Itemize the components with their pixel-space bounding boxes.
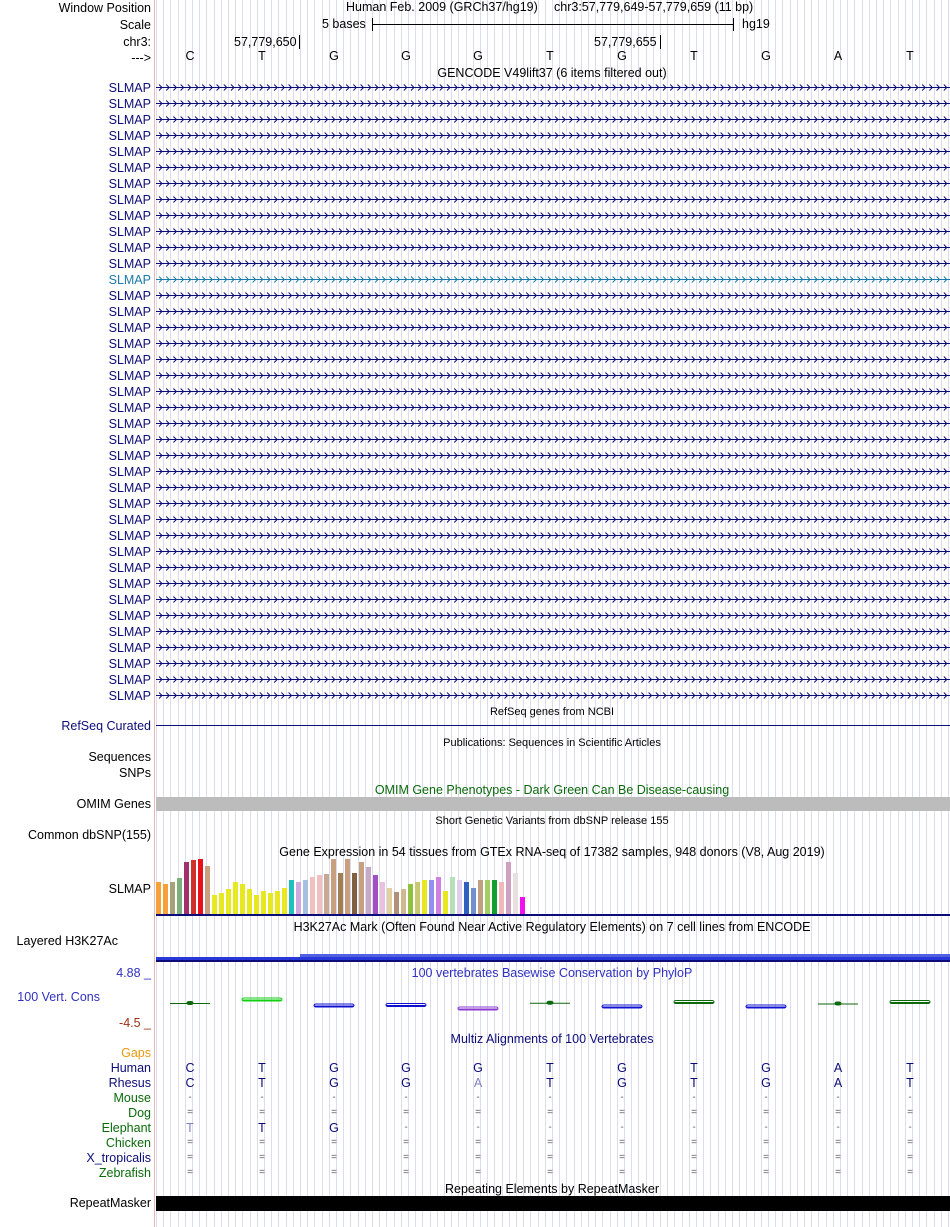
alignment-base: =: [619, 1137, 625, 1148]
alignment-base: G: [329, 1121, 339, 1135]
gene-label-slmap[interactable]: SLMAP: [108, 145, 151, 159]
gtex-tissue-bar[interactable]: [212, 895, 217, 914]
alignment-base: -: [836, 1092, 840, 1103]
alignment-base: A: [473, 1076, 483, 1090]
alignment-base: =: [835, 1107, 841, 1118]
gtex-tissue-bar[interactable]: [163, 884, 168, 914]
phylop-score[interactable]: [242, 998, 282, 1001]
refseq-track-label[interactable]: RefSeq Curated: [61, 719, 151, 733]
gene-label-slmap[interactable]: SLMAP: [108, 337, 151, 351]
gene-label-slmap[interactable]: SLMAP: [108, 257, 151, 271]
gtex-tissue-bar[interactable]: [485, 880, 490, 914]
alignment-base: T: [690, 1076, 698, 1090]
track-display-area[interactable]: [156, 0, 950, 1227]
gtex-tissue-bar[interactable]: [345, 859, 350, 914]
gtex-tissue-bar[interactable]: [226, 889, 231, 914]
alignment-base: =: [259, 1167, 265, 1178]
gtex-tissue-bar[interactable]: [170, 882, 175, 914]
alignment-base: G: [401, 1076, 411, 1090]
gene-label-slmap[interactable]: SLMAP: [108, 385, 151, 399]
phylop-track-label[interactable]: 100 Vert. Cons: [17, 990, 100, 1004]
gtex-tissue-bar[interactable]: [240, 884, 245, 914]
alignment-base: G: [761, 1076, 771, 1090]
gene-label-slmap[interactable]: SLMAP: [108, 625, 151, 639]
alignment-base: =: [187, 1152, 193, 1163]
alignment-base: =: [403, 1167, 409, 1178]
gtex-tissue-bar[interactable]: [233, 882, 238, 914]
gene-label-slmap[interactable]: SLMAP: [108, 433, 151, 447]
gtex-tissue-bar[interactable]: [359, 862, 364, 914]
gene-label-slmap[interactable]: SLMAP: [108, 417, 151, 431]
alignment-base: =: [331, 1167, 337, 1178]
gene-label-slmap[interactable]: SLMAP: [108, 193, 151, 207]
gene-label-slmap[interactable]: SLMAP: [108, 657, 151, 671]
gtex-tissue-bar[interactable]: [198, 859, 203, 914]
omim-track-title: OMIM Gene Phenotypes - Dark Green Can Be Disease-causing: [374, 783, 730, 797]
gtex-tissue-bar[interactable]: [247, 889, 252, 914]
gencode-transcripts[interactable]: [156, 80, 950, 704]
coord-tick-2: [660, 35, 661, 49]
alignment-base: G: [617, 1076, 627, 1090]
phylop-score[interactable]: [386, 1004, 426, 1007]
phylop-score[interactable]: [314, 1004, 354, 1007]
alignment-base: G: [401, 1061, 411, 1075]
gtex-tissue-bar[interactable]: [338, 873, 343, 914]
gtex-tissue-bar[interactable]: [443, 891, 448, 914]
sequence-base: G: [617, 49, 627, 63]
alignment-base: -: [476, 1122, 480, 1133]
gene-label-slmap[interactable]: SLMAP: [108, 161, 151, 175]
phylop-track-title: 100 vertebrates Basewise Conservation by PhyloP: [411, 966, 693, 980]
gtex-tissue-bar[interactable]: [471, 888, 476, 914]
gtex-tissue-bar[interactable]: [296, 882, 301, 914]
alignment-base: T: [906, 1061, 914, 1075]
alignment-base: =: [619, 1107, 625, 1118]
h3k27ac-track-label[interactable]: Layered H3K27Ac: [16, 934, 118, 948]
alignment-base: =: [547, 1107, 553, 1118]
sequence-base: T: [546, 49, 554, 63]
gene-label-slmap[interactable]: SLMAP: [108, 561, 151, 575]
phylop-score[interactable]: [746, 1005, 786, 1008]
alignment-base: -: [764, 1122, 768, 1133]
alignment-base: =: [187, 1137, 193, 1148]
coord-label-2: 57,779,655: [594, 35, 657, 49]
alignment-base: A: [833, 1061, 843, 1075]
alignment-base: =: [691, 1107, 697, 1118]
alignment-base: -: [908, 1092, 912, 1103]
gene-label-slmap[interactable]: SLMAP: [108, 545, 151, 559]
alignment-base: -: [836, 1122, 840, 1133]
assembly-title: Human Feb. 2009 (GRCh37/hg19): [346, 0, 538, 14]
gene-label-slmap[interactable]: SLMAP: [108, 529, 151, 543]
alignment-base: =: [907, 1137, 913, 1148]
alignment-base: =: [259, 1137, 265, 1148]
gene-label-slmap[interactable]: SLMAP: [108, 401, 151, 415]
alignment-base: T: [258, 1121, 266, 1135]
sequence-base: C: [185, 49, 195, 63]
alignment-base: =: [547, 1167, 553, 1178]
alignment-base: G: [473, 1061, 483, 1075]
label-divider: [154, 0, 155, 1227]
sequence-base: G: [761, 49, 771, 63]
alignment-base: G: [761, 1061, 771, 1075]
coord-tick-1: [299, 35, 300, 49]
gene-label-slmap[interactable]: SLMAP: [108, 513, 151, 527]
sequence-base: G: [473, 49, 483, 63]
alignment-base: =: [403, 1152, 409, 1163]
gene-label-slmap[interactable]: SLMAP: [108, 209, 151, 223]
scale-bar: [372, 24, 733, 25]
gene-label-slmap[interactable]: SLMAP: [108, 241, 151, 255]
alignment-base: T: [690, 1061, 698, 1075]
gtex-tissue-bar[interactable]: [415, 882, 420, 914]
dbsnp-track-label[interactable]: Common dbSNP(155): [28, 828, 151, 842]
gtex-tissue-bar[interactable]: [422, 880, 427, 914]
gene-label-slmap[interactable]: SLMAP: [108, 305, 151, 319]
gene-label-slmap[interactable]: SLMAP: [108, 449, 151, 463]
phylop-score[interactable]: [890, 1001, 930, 1004]
gtex-tissue-bar[interactable]: [401, 889, 406, 914]
gtex-tissue-bar[interactable]: [436, 877, 441, 914]
gene-label-slmap[interactable]: SLMAP: [108, 273, 151, 287]
gtex-tissue-bar[interactable]: [380, 882, 385, 914]
coord-label-1: 57,779,650: [234, 35, 297, 49]
gene-label-slmap[interactable]: SLMAP: [108, 177, 151, 191]
gene-label-slmap[interactable]: SLMAP: [108, 369, 151, 383]
strand-label: --->: [131, 51, 151, 65]
alignment-base: =: [835, 1167, 841, 1178]
sequence-base: A: [833, 49, 843, 63]
gene-label-slmap[interactable]: SLMAP: [108, 673, 151, 687]
multiz-track-title: Multiz Alignments of 100 Vertebrates: [450, 1032, 654, 1046]
gene-label-slmap[interactable]: SLMAP: [108, 353, 151, 367]
alignment-base: =: [259, 1152, 265, 1163]
species-label[interactable]: Elephant: [101, 1121, 151, 1135]
alignment-base: =: [475, 1167, 481, 1178]
alignment-base: T: [186, 1121, 194, 1135]
alignment-base: T: [546, 1076, 554, 1090]
gtex-tissue-bar[interactable]: [324, 874, 329, 914]
gtex-tissue-bar[interactable]: [499, 882, 504, 914]
pubs-snps-label[interactable]: SNPs: [119, 766, 151, 780]
alignment-base: =: [619, 1152, 625, 1163]
refseq-track-title: RefSeq genes from NCBI: [489, 706, 615, 718]
alignment-base: -: [620, 1092, 624, 1103]
gtex-tissue-bar[interactable]: [429, 880, 434, 914]
alignment-base: =: [691, 1152, 697, 1163]
gtex-tissue-bar[interactable]: [331, 859, 336, 914]
h3k27ac-baseline: [156, 960, 950, 962]
gene-label-slmap[interactable]: SLMAP: [108, 225, 151, 239]
species-label[interactable]: Chicken: [105, 1136, 151, 1150]
gene-label-slmap[interactable]: SLMAP: [108, 465, 151, 479]
alignment-base: -: [476, 1092, 480, 1103]
sequence-base: G: [401, 49, 411, 63]
alignment-base: T: [258, 1076, 266, 1090]
scale-tick-right: [733, 18, 734, 31]
gtex-tissue-bar[interactable]: [352, 873, 357, 914]
alignment-base: G: [329, 1061, 339, 1075]
sequence-base: T: [258, 49, 266, 63]
phylop-scores[interactable]: [156, 982, 950, 1026]
sequence-base: G: [329, 49, 339, 63]
scale-label: Scale: [119, 18, 151, 32]
alignment-base: G: [617, 1061, 627, 1075]
gtex-tissue-bar[interactable]: [513, 873, 518, 914]
alignment-base: =: [331, 1152, 337, 1163]
phylop-score[interactable]: [458, 1007, 498, 1010]
alignment-base: =: [763, 1167, 769, 1178]
gtex-tissue-bar[interactable]: [268, 893, 273, 914]
alignment-base: G: [329, 1076, 339, 1090]
pubs-track-title: Publications: Sequences in Scientific Articles: [443, 737, 661, 749]
alignment-base: -: [692, 1092, 696, 1103]
sequence-base: T: [690, 49, 698, 63]
alignment-base: =: [547, 1137, 553, 1148]
phylop-score[interactable]: [674, 1001, 714, 1004]
gtex-tissue-bar[interactable]: [387, 888, 392, 914]
gtex-tissue-bar[interactable]: [373, 875, 378, 914]
alignment-base: =: [907, 1167, 913, 1178]
alignment-base: =: [259, 1107, 265, 1118]
gene-label-slmap[interactable]: SLMAP: [108, 593, 151, 607]
phylop-score[interactable]: [602, 1005, 642, 1008]
species-label[interactable]: Human: [110, 1061, 151, 1075]
alignment-base: =: [403, 1137, 409, 1148]
gencode-track-title: GENCODE V49lift37 (6 items filtered out): [437, 66, 667, 80]
alignment-base: -: [404, 1092, 408, 1103]
gtex-expression-bars[interactable]: [156, 859, 950, 914]
species-label[interactable]: Rhesus: [108, 1076, 151, 1090]
alignment-base: =: [763, 1152, 769, 1163]
gtex-tissue-bar[interactable]: [457, 880, 462, 914]
gene-label-slmap[interactable]: SLMAP: [108, 129, 151, 143]
alignment-base: -: [692, 1122, 696, 1133]
alignment-base: T: [906, 1076, 914, 1090]
gaps-label: Gaps: [121, 1046, 151, 1060]
gtex-tissue-bar[interactable]: [450, 877, 455, 914]
alignment-base: -: [764, 1092, 768, 1103]
alignment-base: =: [187, 1107, 193, 1118]
alignment-base: =: [907, 1152, 913, 1163]
gtex-tissue-bar[interactable]: [205, 866, 210, 914]
gtex-tissue-bar[interactable]: [310, 877, 315, 914]
alignment-base: =: [331, 1137, 337, 1148]
refseq-intron-line[interactable]: [156, 725, 950, 726]
h3k27ac-track-title: H3K27Ac Mark (Often Found Near Active Regulatory Elements) on 7 cell lines from ENCODE: [293, 920, 811, 934]
alignment-base: =: [835, 1152, 841, 1163]
species-label[interactable]: Mouse: [113, 1091, 151, 1105]
gene-label-slmap[interactable]: SLMAP: [108, 97, 151, 111]
chrom-label: chr3:: [123, 35, 151, 49]
alignment-base: =: [475, 1152, 481, 1163]
phylop-max-label: 4.88 _: [116, 966, 151, 980]
gtex-tissue-bar[interactable]: [464, 882, 469, 914]
alignment-base: =: [835, 1137, 841, 1148]
gene-label-slmap[interactable]: SLMAP: [108, 497, 151, 511]
gtex-track-title: Gene Expression in 54 tissues from GTEx RNA-seq of 17382 samples, 948 donors (V8, Aug 2019): [279, 845, 825, 859]
alignment-base: -: [908, 1122, 912, 1133]
repeatmasker-element[interactable]: [156, 1196, 950, 1211]
pubs-sequences-label[interactable]: Sequences: [88, 750, 151, 764]
sequence-base: T: [906, 49, 914, 63]
h3k27ac-signal-upper: [300, 954, 950, 957]
gtex-tissue-bar[interactable]: [303, 880, 308, 914]
gtex-tissue-bar[interactable]: [177, 878, 182, 914]
gtex-tissue-bar[interactable]: [219, 893, 224, 914]
position-title: chr3:57,779,649-57,779,659 (11 bp): [554, 0, 754, 14]
species-label[interactable]: Dog: [128, 1106, 151, 1120]
alignment-base: -: [548, 1092, 552, 1103]
gtex-tissue-bar[interactable]: [191, 860, 196, 914]
gtex-tissue-bar[interactable]: [506, 862, 511, 914]
species-label[interactable]: Zebrafish: [98, 1166, 151, 1180]
gene-label-slmap[interactable]: SLMAP: [108, 321, 151, 335]
gtex-tissue-bar[interactable]: [156, 882, 161, 914]
alignment-base: -: [404, 1122, 408, 1133]
alignment-base: =: [763, 1137, 769, 1148]
alignment-base: =: [907, 1107, 913, 1118]
gene-label-slmap[interactable]: SLMAP: [108, 609, 151, 623]
gene-label-slmap[interactable]: SLMAP: [108, 81, 151, 95]
alignment-base: =: [187, 1167, 193, 1178]
alignment-base: =: [619, 1167, 625, 1178]
alignment-base: =: [475, 1137, 481, 1148]
repeatmasker-track-title: Repeating Elements by RepeatMasker: [444, 1182, 660, 1196]
gene-label-slmap[interactable]: SLMAP: [108, 689, 151, 703]
gtex-tissue-bar[interactable]: [366, 867, 371, 914]
scale-db: hg19: [742, 17, 770, 31]
gtex-tissue-bar[interactable]: [394, 892, 399, 914]
alignment-base: -: [620, 1122, 624, 1133]
phylop-score[interactable]: [530, 1001, 570, 1004]
gtex-tissue-bar[interactable]: [184, 862, 189, 914]
phylop-score[interactable]: [170, 1002, 210, 1005]
gtex-tissue-bar[interactable]: [289, 880, 294, 914]
gtex-baseline: [156, 914, 950, 916]
gtex-tissue-bar[interactable]: [317, 875, 322, 914]
gene-label-slmap[interactable]: SLMAP: [108, 481, 151, 495]
alignment-base: T: [258, 1061, 266, 1075]
gene-label-slmap[interactable]: SLMAP: [108, 641, 151, 655]
alignment-base: -: [188, 1092, 192, 1103]
alignment-base: =: [691, 1167, 697, 1178]
gtex-tissue-bar[interactable]: [408, 884, 413, 914]
window-position-label: Window Position: [58, 1, 151, 15]
gtex-tissue-bar[interactable]: [282, 888, 287, 914]
dbsnp-track-title: Short Genetic Variants from dbSNP release 155: [435, 815, 669, 827]
alignment-base: -: [260, 1092, 264, 1103]
species-label[interactable]: X_tropicalis: [86, 1151, 151, 1165]
omim-feature[interactable]: [156, 797, 950, 811]
gene-label-slmap[interactable]: SLMAP: [108, 577, 151, 591]
gtex-tissue-bar[interactable]: [478, 880, 483, 914]
alignment-base: -: [548, 1122, 552, 1133]
gtex-track-label[interactable]: SLMAP: [108, 882, 151, 896]
alignment-base: -: [332, 1092, 336, 1103]
alignment-base: =: [763, 1107, 769, 1118]
gtex-tissue-bar[interactable]: [520, 897, 525, 914]
gtex-tissue-bar[interactable]: [261, 891, 266, 914]
alignment-base: =: [331, 1107, 337, 1118]
omim-track-label[interactable]: OMIM Genes: [76, 797, 151, 811]
alignment-base: A: [833, 1076, 843, 1090]
phylop-score[interactable]: [818, 1002, 858, 1005]
alignment-base: =: [547, 1152, 553, 1163]
alignment-base: C: [185, 1061, 195, 1075]
gene-label-slmap[interactable]: SLMAP: [108, 289, 151, 303]
track-label-column: [0, 0, 154, 1227]
gene-label-slmap[interactable]: SLMAP: [108, 113, 151, 127]
alignment-base: =: [475, 1107, 481, 1118]
repeatmasker-track-label[interactable]: RepeatMasker: [69, 1196, 151, 1210]
scale-text: 5 bases: [322, 17, 366, 31]
alignment-base: =: [691, 1137, 697, 1148]
phylop-min-label: -4.5 _: [119, 1016, 151, 1030]
alignment-base: C: [185, 1076, 195, 1090]
gtex-tissue-bar[interactable]: [492, 880, 497, 914]
gtex-tissue-bar[interactable]: [275, 891, 280, 914]
alignment-base: T: [546, 1061, 554, 1075]
gtex-tissue-bar[interactable]: [254, 895, 259, 914]
alignment-base: =: [403, 1107, 409, 1118]
